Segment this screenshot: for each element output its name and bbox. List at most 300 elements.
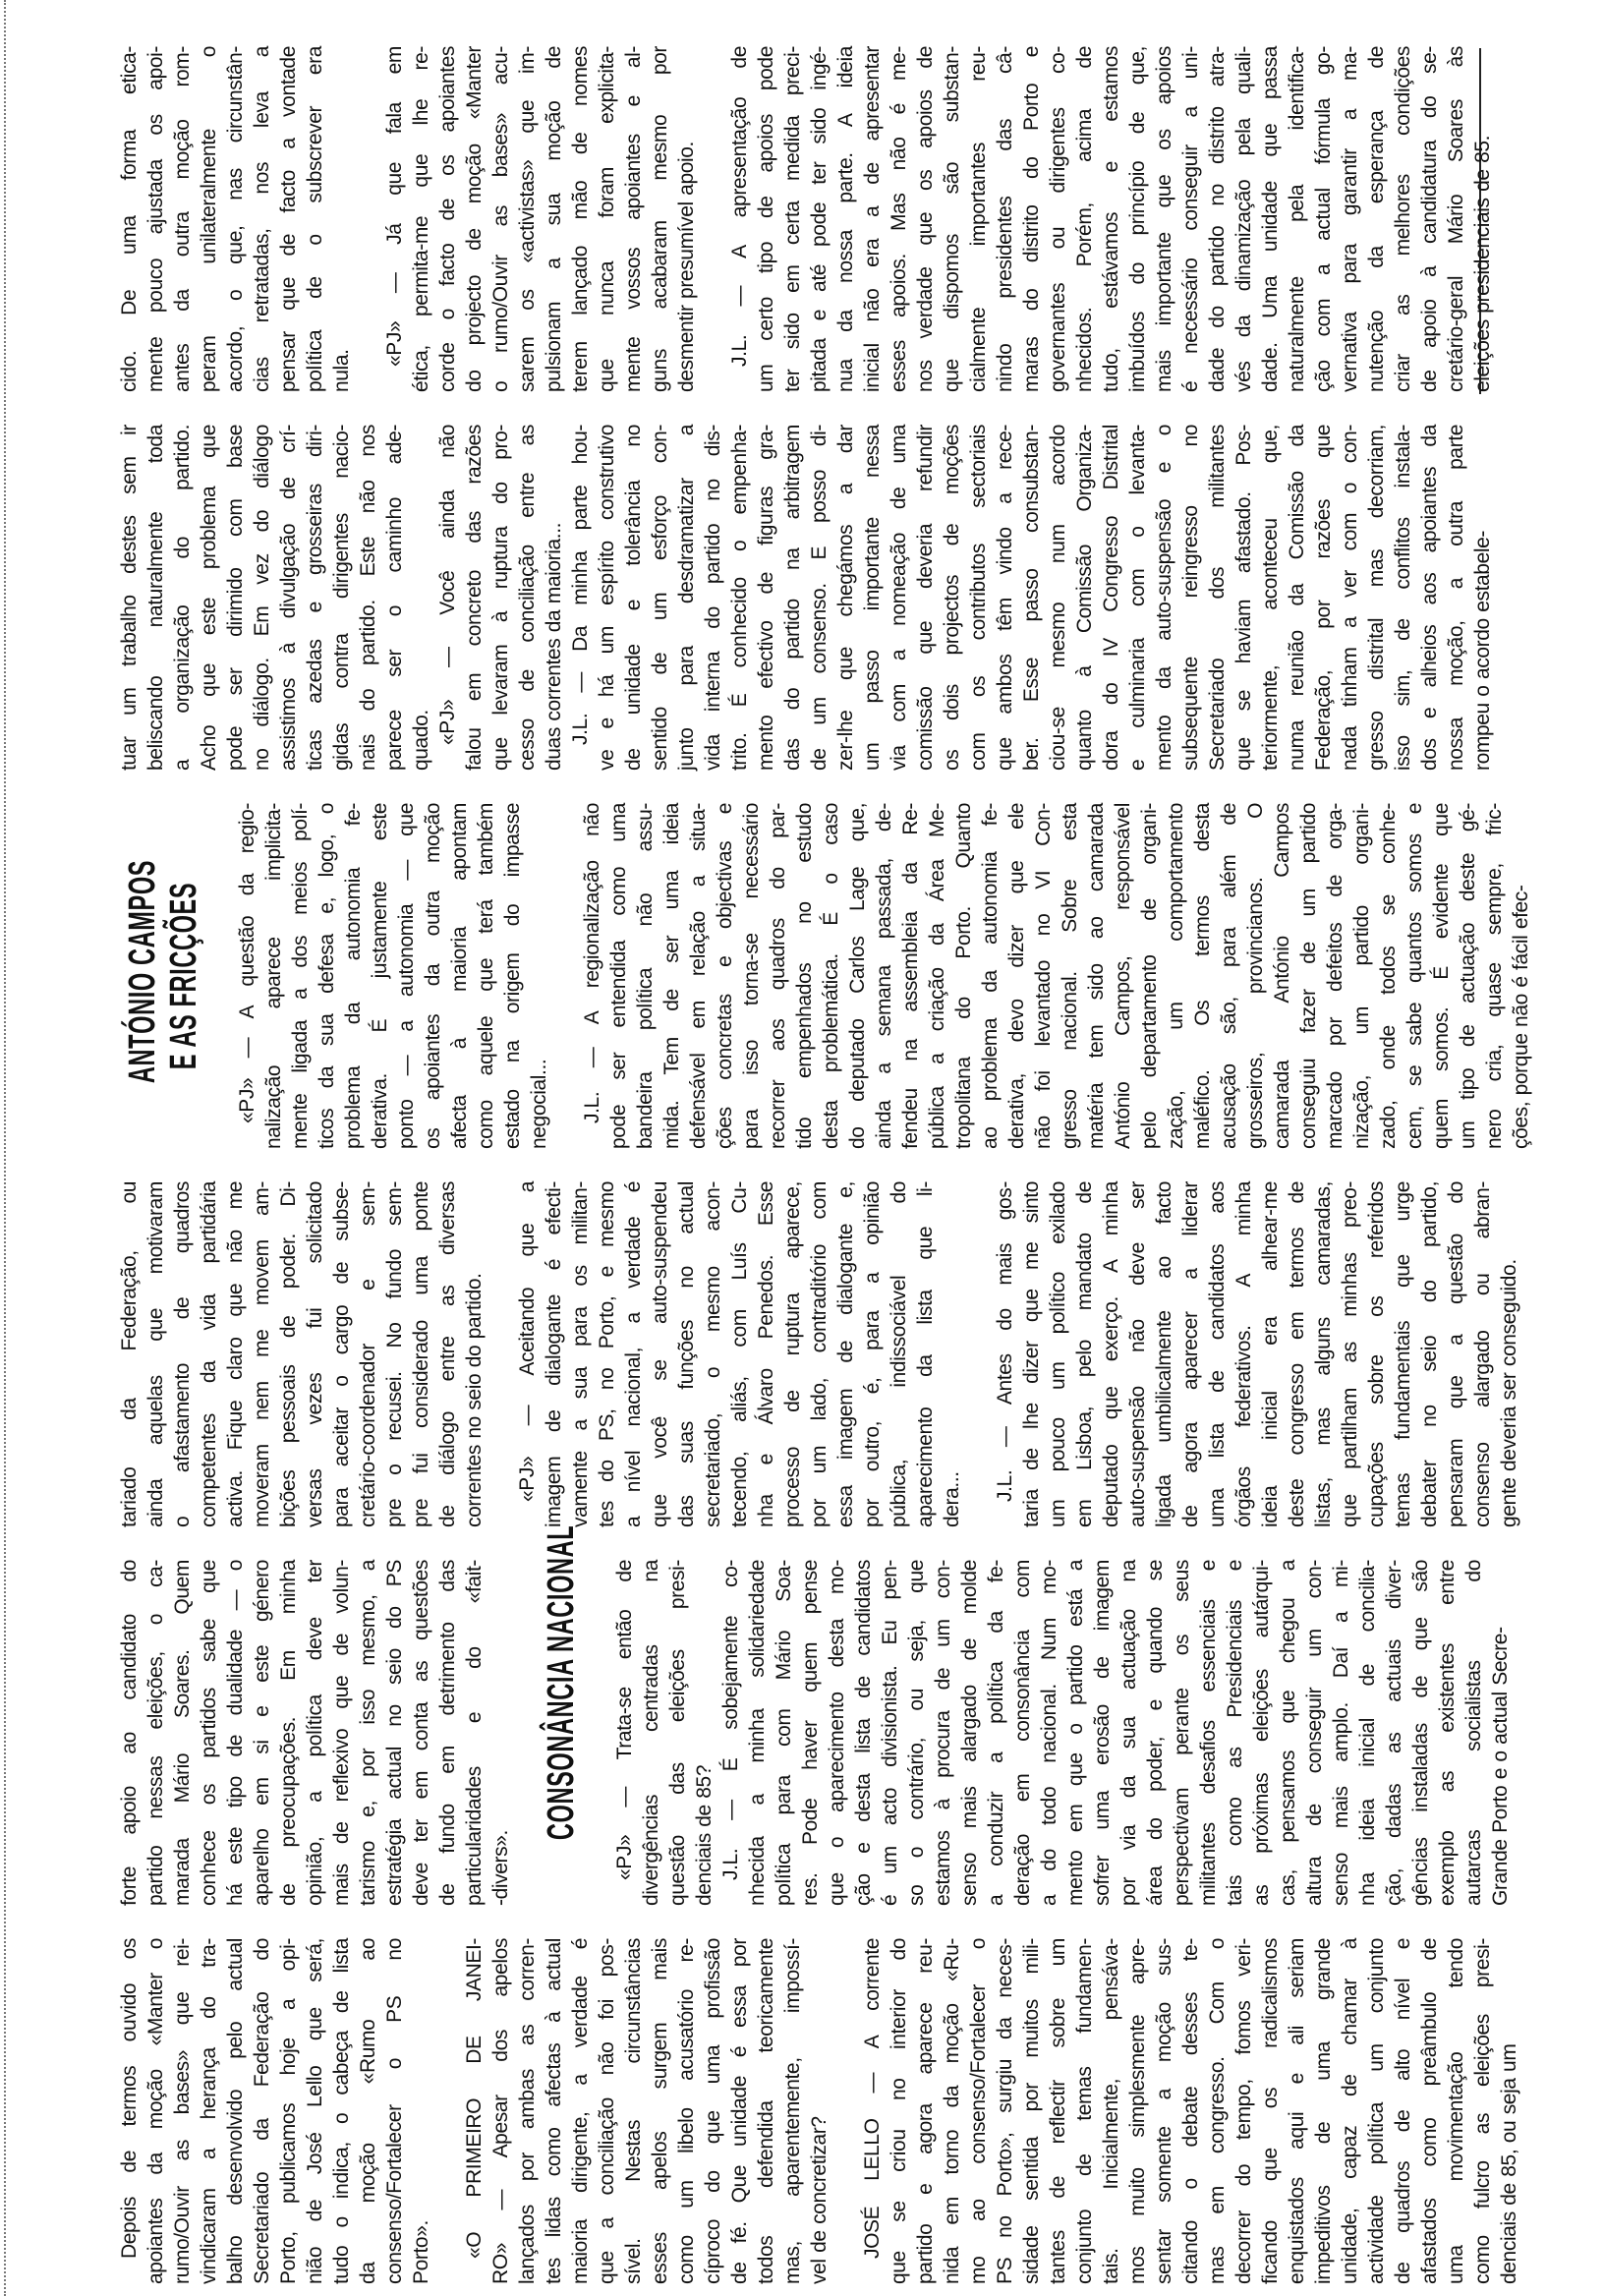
text-line: ainda aquelas que motivaram <box>144 1181 167 1527</box>
text-line: problema da autonomia fe- <box>342 803 365 1149</box>
text-line: desta problemática. É o caso <box>820 803 842 1149</box>
text-line: sofrer uma erosão de imagem <box>1091 1560 1114 1906</box>
text-line: tais como as Presidenciais e <box>1224 1560 1246 1906</box>
text-line: estratégia actual no seio do PS <box>383 1560 406 1906</box>
article-column <box>116 46 1522 392</box>
paragraph <box>234 803 552 1149</box>
text-line: mais importante que os apoios <box>1153 46 1175 392</box>
text-line: imbuídos do princípio de que, <box>1126 46 1149 392</box>
text-line: política para com Mário Soa- <box>773 1560 795 1906</box>
text-line: so o contrário, ou seja, que <box>905 1560 928 1906</box>
text-line: inicial não era a de apresentar <box>861 46 884 392</box>
text-line: nais do partido. Este não nos <box>357 425 379 771</box>
text-line: PS no Porto», surgiu da neces- <box>994 1938 1016 2284</box>
text-line: perspectivam perante os seus <box>1171 1560 1193 1906</box>
paragraph <box>116 1181 487 1527</box>
text-line: de fundo em detrimento das <box>436 1560 459 1906</box>
text-line: dade. Uma unidade que passa <box>1259 46 1282 392</box>
text-line: tecendo, aliás, com Luís Cu- <box>728 1181 751 1527</box>
text-line: mente pouco ajustada os apoi- <box>144 46 167 392</box>
text-line: tarismo e, por isso mesmo, a <box>357 1560 379 1906</box>
text-line: secretariado, o mesmo acon- <box>702 1181 724 1527</box>
text-line: de um consenso. E posso di- <box>808 425 831 771</box>
text-line: dade do partido no distrito atra- <box>1206 46 1229 392</box>
text-line: a nível nacional, a verdade é <box>622 1181 645 1527</box>
text-line: Federação, por razões que <box>1312 425 1335 771</box>
text-line: cem, se sabe quantos somos e <box>1404 803 1426 1149</box>
text-line: Grande Porto e o actual Secre- <box>1489 1627 1512 1906</box>
article-section <box>579 803 1534 1149</box>
text-line: numa reunião da Comissão da <box>1286 425 1308 771</box>
text-line: ética, permita-me que lhe re- <box>410 46 432 392</box>
text-line: de preocupações. Em minha <box>277 1560 300 1906</box>
paragraph <box>116 1560 514 1906</box>
text-line: junto para desdramatizar a <box>675 425 698 771</box>
text-line: opinião, a política deve ter <box>304 1560 326 1906</box>
text-line: a organização do partido. <box>171 425 194 771</box>
text-line: nua da nossa parte. A ideia <box>834 46 857 392</box>
text-line: balho desenvolvido pelo actual <box>224 1938 247 2284</box>
text-line: que partilham as minhas preo- <box>1339 1181 1361 1527</box>
text-line: tariado da Federação, ou <box>118 1181 141 1527</box>
text-line: beliscando naturalmente toda <box>144 425 167 771</box>
text-line: que ambos têm vindo a rece- <box>994 425 1016 771</box>
text-line: que você se auto-suspendeu <box>649 1181 671 1527</box>
text-line: divergências centradas na <box>640 1560 662 1906</box>
text-line: citando o debate desses te- <box>1179 1938 1202 2284</box>
text-line: rumo/Ouvir as bases» que rei- <box>171 1938 194 2284</box>
text-line: denciais de 85? <box>693 1764 716 1906</box>
text-line: «O PRIMEIRO DE JANEI- <box>463 1938 486 2259</box>
text-line: e culminaria com o levanta- <box>1126 425 1149 771</box>
text-line: ter sido em certa medida preci- <box>781 46 804 392</box>
paragraph <box>381 46 700 392</box>
text-line: nero cria, quase sempre, fric- <box>1483 803 1506 1149</box>
text-line: deputado que exerço. A minha <box>1100 1181 1122 1527</box>
text-line: via com a nomeação de uma <box>888 425 910 771</box>
text-line: «PJ» — Aceitando que a <box>516 1181 539 1502</box>
text-line: ainda a semana passada, de- <box>873 803 895 1149</box>
section-heading <box>122 803 204 1149</box>
text-line: conjunto de temas fundamen- <box>1073 1938 1096 2284</box>
article-section <box>726 46 1496 392</box>
article-section <box>859 1938 1522 2284</box>
text-line: de unidade e tolerância no <box>622 425 645 771</box>
text-line: partido nessas eleições, o ca- <box>144 1560 167 1906</box>
paragraph <box>992 1181 1522 1527</box>
text-line: nindo presidentes das câ- <box>994 46 1016 392</box>
text-line: terem lançado mão de nomes <box>569 46 592 392</box>
text-line: bandeira política não assu- <box>634 803 657 1149</box>
text-line: «PJ» — Trata-se então de <box>613 1560 636 1880</box>
text-line: imagem de dialogante é efecti- <box>543 1181 565 1527</box>
text-line: J.L. — A regionalização não <box>581 803 603 1123</box>
text-line: dera... <box>941 1471 963 1527</box>
text-line: eleições presidenciais de 85. <box>1471 135 1494 392</box>
text-line: nossa moção, a outra parte <box>1445 425 1467 771</box>
text-line: ber. Esse passo consubstan- <box>1020 425 1043 771</box>
text-line: aparecimento da lista que li- <box>914 1181 937 1527</box>
paragraph <box>116 46 355 392</box>
paragraph <box>717 1560 1514 1906</box>
paragraph <box>726 46 1496 392</box>
text-line: exemplo as existentes entre <box>1436 1560 1459 1906</box>
text-line: um passo importante nessa <box>861 425 884 771</box>
article-column <box>116 1938 1549 2284</box>
article-section <box>116 1181 487 1527</box>
text-line: nião de José Lello que será, <box>304 1938 326 2284</box>
text-line: criar as melhores condições <box>1392 46 1414 392</box>
text-line: matéria tem sido ao camarada <box>1085 803 1108 1149</box>
text-line: marcado por defeitos de orga- <box>1324 803 1346 1149</box>
text-line: sentido de um esforço con- <box>649 425 671 771</box>
text-line: Secretariado dos militantes <box>1206 425 1229 771</box>
article-section <box>116 46 355 392</box>
text-line: pitada e até pode ter sido ingé- <box>808 46 831 392</box>
text-line: gente deveria ser conseguido. <box>1498 1259 1520 1527</box>
text-line: pode ser dirimido com base <box>224 425 247 771</box>
text-line: conseguiu fazer de um partido <box>1297 803 1320 1149</box>
text-line: nida em torno da moção «Ru- <box>941 1938 963 2284</box>
text-line: sentar somente a moção sus- <box>1153 1938 1175 2284</box>
text-line: mida. Tem de ser uma ideia <box>660 803 683 1149</box>
text-line: maléfico. Os termos desta <box>1191 803 1214 1149</box>
text-line: de agora aparecer a liderar <box>1179 1181 1202 1527</box>
text-line: as próximas eleições autárqui- <box>1250 1560 1273 1906</box>
text-line: cretário-geral Mário Soares às <box>1445 46 1467 392</box>
text-line: de quadros de alto nível e <box>1392 1938 1414 2284</box>
text-line: ção, dadas as actuais diver- <box>1383 1560 1405 1906</box>
text-line: nhecidos. Porém, acima de <box>1073 46 1096 392</box>
text-line: por via da sua actuação na <box>1117 1560 1140 1906</box>
text-line: que se haviam afastado. Pos- <box>1232 425 1255 771</box>
text-line: processo de ruptura aparece, <box>781 1181 804 1527</box>
text-line: gências instaladas de que são <box>1409 1560 1432 1906</box>
text-line: subsequente reingresso no <box>1179 425 1202 771</box>
text-line: mas em congresso. Com o <box>1206 1938 1229 2284</box>
article-section <box>461 1938 832 2284</box>
text-line: versas vezes fui solicitado <box>304 1181 326 1527</box>
paragraph <box>579 803 1534 1149</box>
text-line: J.L. — A apresentação de <box>728 46 751 367</box>
text-line: fendeu na assembleia da Re- <box>899 803 922 1149</box>
text-line: derativa, devo dizer que ele <box>1005 803 1028 1149</box>
text-line: cido. De uma forma etica- <box>118 46 141 392</box>
text-line: nização, um partido organi- <box>1350 803 1373 1149</box>
text-line: rompeu o acordo estabele- <box>1471 531 1494 771</box>
text-line: listas, mas alguns camaradas, <box>1312 1181 1335 1527</box>
text-line: enquistados aqui e ali seriam <box>1286 1938 1308 2284</box>
text-line: a do todo nacional. Num mo- <box>1038 1560 1060 1906</box>
text-line: tes lidas como afectas à actual <box>543 1938 565 2284</box>
text-line: vernativa para garantir a ma- <box>1339 46 1361 392</box>
text-line: negocial... <box>528 1059 550 1149</box>
text-line: Secretariado da Federação do <box>251 1938 273 2284</box>
text-line: deve ter em conta as questões <box>410 1560 432 1906</box>
text-line: ticas azedas e grosseiras diri- <box>304 425 326 771</box>
text-line: mo ao consenso/Fortalecer o <box>967 1938 990 2284</box>
text-line: pre fui considerado uma ponte <box>410 1181 432 1527</box>
text-line: recorrer aos quadros do par- <box>767 803 789 1149</box>
text-line: os dois projectos de moções <box>941 425 963 771</box>
text-line: pensaram que a questão do <box>1445 1181 1467 1527</box>
text-line: sível. Nestas circunstâncias <box>622 1938 645 2284</box>
text-line: estamos à procura de um con- <box>932 1560 954 1906</box>
text-line: quanto à Comissão Organiza- <box>1073 425 1096 771</box>
text-line: pensar que de facto a vontade <box>277 46 300 392</box>
text-line: dora do IV Congresso Distrital <box>1100 425 1122 771</box>
article-section <box>611 1560 1514 1906</box>
text-line: afecta à maioria apontam <box>448 803 471 1149</box>
text-line: essa imagem de dialogante e, <box>834 1181 857 1527</box>
paragraph <box>611 1560 717 1906</box>
text-line: aparelho em si e este género <box>251 1560 273 1906</box>
text-line: ção com a actual fórmula go- <box>1312 46 1335 392</box>
text-line: de fé. Que unidade é essa por <box>728 1938 751 2284</box>
text-line: com os contributos sectoriais <box>967 425 990 771</box>
article-column <box>116 1524 1540 1906</box>
text-line: ticos da sua defesa e, logo, o <box>315 803 338 1149</box>
text-line: corde o facto de os apoiantes <box>436 46 459 392</box>
text-line: consenso alargado ou abran- <box>1471 1181 1494 1527</box>
text-line: não foi levantado no VI Con- <box>1032 803 1055 1149</box>
text-line: taria de lhe dizer que me sinto <box>1020 1181 1043 1527</box>
text-line: res. Pode haver quem pense <box>799 1560 822 1906</box>
text-line: tudo, estávamos e estamos <box>1100 46 1122 392</box>
text-line: política de o subscrever era <box>304 46 326 392</box>
text-line: tido empenhados no estudo <box>793 803 816 1149</box>
text-line: zação, um comportamento <box>1165 803 1187 1149</box>
text-line: partido e agora aparece reu- <box>914 1938 937 2284</box>
text-line: esses apoios. Mas não é me- <box>888 46 910 392</box>
article-section <box>381 46 700 392</box>
text-line: tropolitana do Porto. Quanto <box>952 803 975 1149</box>
text-line: de diálogo entre as diversas <box>436 1181 459 1527</box>
text-line: marada Mário Soares. Quem <box>171 1560 194 1906</box>
text-line: maras do distrito do Porto e <box>1020 46 1043 392</box>
article-column <box>116 425 1522 771</box>
text-line: o rumo/Ouvir as bases» acu- <box>489 46 512 392</box>
text-line: os apoiantes da outra moção <box>422 803 444 1149</box>
text-line: deste congresso em termos de <box>1286 1181 1308 1527</box>
article-section <box>992 1181 1522 1527</box>
text-line: actividade política um conjunto <box>1365 1938 1388 2284</box>
text-line: ponto — a autonomia — que <box>395 803 418 1149</box>
text-line: peram unilateralmente o <box>198 46 220 392</box>
text-line: camarada António Campos <box>1271 803 1293 1149</box>
text-line: ciou-se mesmo num acordo <box>1047 425 1069 771</box>
text-line: nos verdade que os apoios de <box>914 46 937 392</box>
text-line: auto-suspensão não deve ser <box>1126 1181 1149 1527</box>
text-line: mento em que o partido está a <box>1064 1560 1087 1906</box>
text-line: teriormente, aconteceu que, <box>1259 425 1282 771</box>
text-line: vés da dinamização pela quali- <box>1232 46 1255 392</box>
text-line: quem somos. É evidente que <box>1430 803 1453 1149</box>
article-section <box>116 425 1496 771</box>
text-line: que a conciliação não foi pos- <box>596 1938 618 2284</box>
text-line: tuar um trabalho destes sem ir <box>118 425 141 771</box>
text-line: defensável em relação a situa- <box>687 803 710 1149</box>
text-line: ideia inicial era alhear-me <box>1259 1181 1282 1527</box>
text-line: ficando que os radicalismos <box>1259 1938 1282 2284</box>
text-line: activa. Fique claro que não me <box>224 1181 247 1527</box>
text-line: cias retratadas, nos leva a <box>251 46 273 392</box>
text-line: pulsionam a sua moção de <box>543 46 565 392</box>
text-line: senso mais amplo. Daí a mi- <box>1330 1560 1352 1906</box>
text-line: quado. <box>410 710 432 771</box>
text-line: esses apelos surgem mais <box>649 1938 671 2284</box>
text-line: António Campos, responsável <box>1112 803 1134 1149</box>
text-line: por outro, é, para a opinião <box>861 1181 884 1527</box>
text-line: guns acabaram mesmo por <box>649 46 671 392</box>
text-line: das suas funções no actual <box>675 1181 698 1527</box>
text-line: ção e desta lista de candidatos <box>852 1560 875 1906</box>
text-line: que se criou no interior do <box>888 1938 910 2284</box>
text-line: de apoio à candidatura do se- <box>1418 46 1441 392</box>
article-section <box>116 1938 434 2284</box>
paragraph <box>859 1938 1522 2284</box>
text-line: zer-lhe que chegámos a dar <box>834 425 857 771</box>
text-line: que dispomos são substan- <box>941 46 963 392</box>
text-line: tudo o indica, o cabeça de lista <box>330 1938 353 2284</box>
text-line: debater no seio do partido, <box>1418 1181 1441 1527</box>
text-line: como fulcro as eleições presi- <box>1471 1938 1494 2284</box>
text-line: do deputado Carlos Lage que, <box>846 803 869 1149</box>
text-line: pre o recusei. No fundo sem- <box>383 1181 406 1527</box>
text-line: «PJ» — Já que fala em <box>383 46 406 367</box>
text-line: é um acto divisionista. Eu pen- <box>879 1560 901 1906</box>
text-line: assistimos à divulgação de crí- <box>277 425 300 771</box>
text-line: parece ser o caminho ade- <box>383 425 406 771</box>
text-line: militantes desafios essenciais e <box>1197 1560 1220 1906</box>
text-line: como aquele que terá também <box>475 803 497 1149</box>
text-line: para aceitar o cargo de subse- <box>330 1181 353 1527</box>
text-line: forte apoio ao candidato do <box>118 1560 141 1906</box>
text-line: gidas contra dirigentes nacio- <box>330 425 353 771</box>
paragraph <box>567 425 1496 771</box>
text-line: vamente a sua para os militan- <box>569 1181 592 1527</box>
heading-line: CONSONÂNCIA NACIONAL <box>541 1524 582 1841</box>
text-line: decorrer do tempo, fomos veri- <box>1232 1938 1255 2284</box>
text-line: que nunca foram explicita- <box>596 46 618 392</box>
text-line: nutenção da esperança de <box>1365 46 1388 392</box>
text-line: lançados por ambas as corren- <box>516 1938 539 2284</box>
paragraph <box>461 1938 832 2284</box>
text-line: mente ligada a dos meios polí- <box>289 803 312 1149</box>
text-line: mente vossos apoiantes e al- <box>622 46 645 392</box>
paragraph <box>434 425 567 771</box>
text-line: no diálogo. Em vez do diálogo <box>251 425 273 771</box>
text-line: pode ser entendida como uma <box>607 803 630 1149</box>
text-line: a conduzir a política da fe- <box>985 1560 1007 1906</box>
text-line: J.L. — Antes do mais gos- <box>994 1181 1016 1502</box>
text-line: altura de conseguir um con- <box>1303 1560 1326 1906</box>
text-line: um certo tipo de apoios pode <box>755 46 777 392</box>
text-line: estado na origem do impasse <box>501 803 524 1149</box>
text-line: J.L. — Da minha parte hou- <box>569 425 592 745</box>
text-line: governantes ou dirigentes co- <box>1047 46 1069 392</box>
paragraph <box>514 1181 965 1527</box>
text-line: impeditivos de uma grande <box>1312 1938 1335 2284</box>
text-line: nha e Álvaro Penedos. Esse <box>755 1181 777 1527</box>
text-line: acusação são, para além de <box>1218 803 1240 1149</box>
text-line: ções, porque não é fácil efec- <box>1510 885 1532 1149</box>
article-column <box>116 1181 1549 1527</box>
text-line: dos e alheios aos apoiantes da <box>1418 425 1441 771</box>
text-line: moveram nem me movem am- <box>251 1181 273 1527</box>
text-line: para isso torna-se necessário <box>740 803 763 1149</box>
text-line: mos muito simplesmente apre- <box>1126 1938 1149 2284</box>
text-line: derativa. É justamente este <box>369 803 391 1149</box>
article-section <box>116 1560 514 1906</box>
text-line: como um libelo acusatório re- <box>675 1938 698 2284</box>
text-line: pelo departamento de organi- <box>1138 803 1161 1149</box>
text-line: J.L. — É sobejamente co- <box>719 1560 742 1880</box>
text-line: apoiantes da moção «Manter o <box>144 1938 167 2284</box>
text-line: vida interna do partido no dis- <box>702 425 724 771</box>
text-line: trito. É conhecido o empenha- <box>728 425 751 771</box>
text-line: ao problema da autonomia fe- <box>979 803 1002 1149</box>
section-heading <box>541 1524 582 1906</box>
text-line: comissão que deveria refundir <box>914 425 937 771</box>
text-line: sarem os «activistas» que im- <box>516 46 539 392</box>
text-line: acordo, o que, nas circunstân- <box>224 46 247 392</box>
text-line: pública, indissociável do <box>888 1181 910 1527</box>
text-line: «PJ» — Você ainda não <box>436 425 459 745</box>
text-line: vel de concretizar? <box>808 2116 831 2284</box>
text-line: unidade, capaz de chamar à <box>1339 1938 1361 2284</box>
text-line: que levaram à ruptura do pro- <box>489 425 512 771</box>
text-line: afastados como preâmbulo de <box>1418 1938 1441 2284</box>
text-line: RO» — Apesar dos apelos <box>489 1938 512 2284</box>
text-line: nula. <box>330 349 353 392</box>
text-line: da moção «Rumo ao <box>357 1938 379 2284</box>
text-line: o afastamento de quadros <box>171 1181 194 1527</box>
text-line: que o aparecimento desta mo- <box>826 1560 848 1906</box>
article-section <box>514 1181 965 1527</box>
paragraph <box>116 425 434 771</box>
text-line: mento da auto-suspensão e o <box>1153 425 1175 771</box>
text-line: mais de reflexivo que de volun- <box>330 1560 353 1906</box>
heading-line: ANTÓNIO CAMPOS <box>122 859 163 1084</box>
text-line: JOSÉ LELLO — A corrente <box>861 1938 884 2259</box>
text-line: tantes de reflectir sobre um <box>1047 1938 1069 2284</box>
text-line: é necessário conseguir a uni- <box>1179 46 1202 392</box>
text-line: em Lisboa, pelo mandato de <box>1073 1181 1096 1527</box>
text-line: cupações sobre os referidos <box>1365 1181 1388 1527</box>
text-line: nada tinham a ver com o con- <box>1339 425 1361 771</box>
text-line: conhece os partidos sabe que <box>198 1560 220 1906</box>
text-line: Porto, publicamos hoje a opi- <box>277 1938 300 2284</box>
text-line: cretário-coordenador e sem- <box>357 1181 379 1527</box>
text-line: zado, onde todos se conhe- <box>1377 803 1400 1149</box>
text-line: área do poder, e quando se <box>1144 1560 1167 1906</box>
text-line: denciais de 85, ou seja um <box>1498 2043 1520 2284</box>
text-line: bições pessoais de poder. Di- <box>277 1181 300 1527</box>
text-line: há este tipo de dualidade — o <box>224 1560 247 1906</box>
text-line: cas, pensamos que chegou a <box>1277 1560 1299 1906</box>
text-line: tais. Inicialmente, pensáva- <box>1100 1938 1122 2284</box>
article-column <box>116 803 1561 1149</box>
text-line: sidade sentida por muitos mili- <box>1020 1938 1043 2284</box>
text-line: -divers». <box>489 1830 512 1906</box>
text-line: particularidades e do «fait- <box>463 1560 486 1906</box>
text-line: senso mais alargado de molde <box>958 1560 981 1906</box>
text-line: uma movimentação tendo <box>1445 1938 1467 2284</box>
text-line: autarcas socialistas do <box>1462 1560 1485 1906</box>
text-line: ligada umbilicalmente ao facto <box>1153 1181 1175 1527</box>
text-line: Acho que este problema que <box>198 425 220 771</box>
